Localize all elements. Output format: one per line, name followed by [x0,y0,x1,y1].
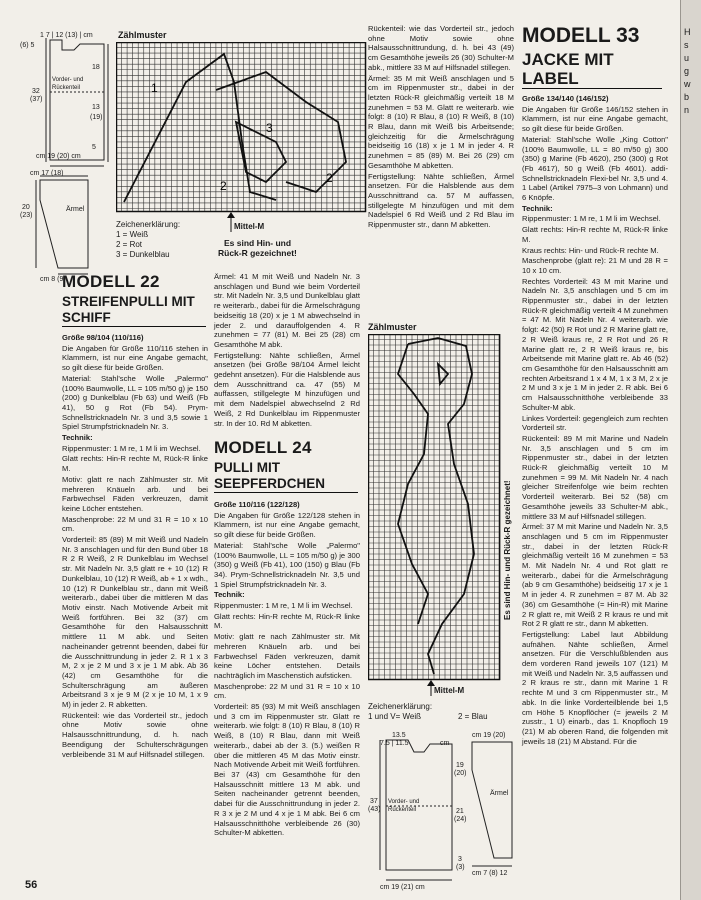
modell33-size: Größe 134/140 (146/152) [522,94,609,103]
schematic-top-label: 13.5 [392,732,406,739]
mittel-label: Mittel-M [234,222,265,231]
next-page-letter: u [684,53,690,63]
paragraph: Ärmel: 35 M mit Weiß anschlagen und 5 cm im Rippenmuster str., dabei in der letzten Rück-R gleichmäßig verteilt 18 M zunehmen = 53 M. Glatt re weiterarb. wie folgt: 8 (10) R Blau, 8 (10) R Weiß, 8 (10) R Blau, dann mit Weiß bis Arbeitsende; gleichzeitig für die Ärmelschrägung beidseitig 16 (18) x je 1 M in jeder 4. R zunehmen = 85 (89) M. Bei 26 (29) cm Gesamthöhe M abketten. [368,73,514,170]
modell22-heading: MODELL 22 [62,272,160,291]
schematic-left-label: (6) 5 [20,42,35,49]
next-page-letter: s [684,40,689,50]
paragraph: Motiv: glatt re nach Zählmuster str. Mit mehreren Knäueln arb. und bei Farbwechsel Fäden verkreuzen, damit keine Löcher entstehen. Details nachträglich im Maschenstich aufsticken. [214,632,360,680]
paragraph: Rückenteil: wie das Vorderteil str., jedoch ohne Motiv sowie ohne Halsausschnittrundung, d. h. bei 43 (49) cm Gesamthöhe jeweils 26 (30) Schulter-M abk., mittlere 33 M auf Hilfsnadel stillegen. [368,24,514,72]
paragraph: Die Angaben für Größe 110/116 stehen in Klammern, ist nur eine Angabe gemacht, so gilt diese für beide Größen. [62,343,208,373]
chart-grid [116,42,368,214]
legend-item: 3 = Dunkelblau [116,250,170,259]
paragraph: Rippenmuster: 1 M re, 1 M li im Wechsel. [522,214,661,224]
legend-item: 2 = Blau [458,712,488,721]
legend-item: 1 = Weiß [116,230,149,239]
schematic-left-label: 37 [370,798,378,805]
next-page-letter: b [684,92,690,102]
legend-title: Zeichenerklärung: [368,702,433,711]
sleeve-mid-label: Ärmel [490,790,509,797]
schematic-mid-label: Vorder- und Rückenteil [388,799,420,813]
paragraph: Ärmel: 37 M mit Marine und Nadeln Nr. 3,5 anschlagen und 5 cm im Rippenmuster str., dabei in der letzten Rück-R gleichmäßig verteilt 16 M zunehmen = 53 M. Mit Nadeln Nr. 4 und Rot glatt re weiterarb., dabei für die Ärmelschrägung (ab 9 cm Gesamthöhe) beidseitig 17 x je 1 M in jeder 4. R zunehmen = 87 M. Ab 32 (36) cm Gesamthöhe (= Hin-R) mit Marine 2 R glatt re, mit Weiß 2 R kraus re und mit Rot 2 R glatt re str., dann M abketten. [522,522,668,629]
modell22-text-col2 [214,272,360,429]
mittel-label: Mittel-M [434,686,465,695]
paragraph: Die Angaben für Größe 146/152 stehen in Klammern, ist nur eine Angabe gemacht, so gilt diese für beide Größen. [522,104,668,134]
paragraph: Fertigstellung: Nähte schließen, Ärmel ansetzen (bei Größe 98/104 Ärmel leicht gedehnt ansetzen). Für die Halsblende aus dem Ausschnittrand ca. 47 (55) M auffassen, stillgelegte M hinzufügen und mit dem Nadelspiel abwechselnd 2 Rd Weiß, 2 Rd Dunkelblau im Rippenmuster str. In der 10. Rd M abketten. [214,350,360,428]
paragraph: Material: Stahl'sche Wolle „Palermo" (100% Baumwolle, LL = 105 m/50 g) je 150 (200) g Dunkelblau (Fb 63) und Weiß (Fb 41), 50 g Rot (Fb 54). Prym-Schnellstricknadeln Nr. 3 und 3,5 sowie 1 Spiel Strumpfstricknadeln Nr. 3. [62,373,208,432]
paragraph: Rückenteil: wie das Vorderteil str., jedoch ohne Motiv sowie ohne Halsausschnittrundung, d. h. nach Beendigung der Schulterschrägungen verbleibende 31 M auf Hilfsnadel stillegen. [62,710,208,759]
schematic-right-label: (19) [90,114,103,121]
modell24-text-col2 [214,500,360,839]
paragraph: Technik: [62,433,93,443]
sleeve-top-label: cm 17 (18) [30,170,64,177]
schematic-top-label: 1 7 | 12 (13) | cm [40,32,93,39]
paragraph: Material: Stahl'sche Wolle „Palermo" (100% Baumwolle, LL = 105 m/50 g) je 300 (350) g Weiß (Fb 41), 100 (150) g Blau (Fb 34). Prym-Schnellstricknadeln Nr. 3,5 und 1 Spiel Strumpfstricknadeln Nr. 3. [214,540,360,589]
paragraph: Maschenprobe: 22 M und 31 R = 10 x 10 cm. [214,681,360,701]
chart-label: 1 [151,81,158,95]
schematic-right-label: (20) [454,770,467,777]
next-page-letter: H [684,27,691,37]
modell24-heading: MODELL 24 [214,438,312,457]
paragraph: Die Angaben für Größe 122/128 stehen in Klammern, ist nur eine Angabe gemacht, so gilt diese für beide Größen. [214,510,360,540]
paragraph: Maschenprobe (glatt re): 21 M und 28 R = 10 x 10 cm. [522,256,668,275]
paragraph: Technik: [522,203,553,213]
legend-item: 1 und V= Weiß [368,712,421,721]
paragraph: Linkes Vorderteil: gegengleich zum rechten Vorderteil str. [522,413,668,433]
paragraph: Motiv: glatt re nach Zählmuster str. Mit mehreren Knäueln arb. und bei Farbwechsel Fäden verkreuzen, damit keine Löcher entstehen. [62,474,208,513]
chart-title: Zählmuster [118,30,167,40]
chart-label: 3 [266,121,273,135]
paragraph: Glatt rechts: Hin-R rechte M, Rück-R linke M. [62,454,208,474]
legend-title: Zeichenerklärung: [116,220,181,229]
modell24-size: Größe 110/116 (122/128) [214,500,300,509]
modell22-size: Größe 98/104 (110/116) [62,333,144,342]
modell24-text-col3 [368,24,514,231]
legend-item: 2 = Rot [116,240,143,249]
page-number: 56 [25,879,38,891]
next-page-letter: w [684,79,691,89]
sleeve-bottom-label: cm 7 (8) 12 [472,870,508,877]
schematic-right-label: 5 [92,144,96,151]
sleeve-bottom-label: cm 8 (9) [40,276,66,283]
paragraph: Rippenmuster: 1 M re, 1 M li im Wechsel. [214,601,353,611]
schematic-right-label: 18 [92,64,100,71]
paragraph: Vorderteil: 85 (93) M mit Weiß anschlagen und 3 cm im Rippenmuster str. Glatt re weiterarb. wie folgt: 8 (10) R Blau, 8 (10) R Weiß, 8 (10) R Blau, dann mit Weiß weiterarb., dabei ab der 3. (5.) weißen R über die mittleren 45 M das Motiv einstr. Nach Motivende Arbeit mit Weiß fortführen. Bei 37 (43) cm Gesamthöhe für den Halsausschnitt mittlere 13 M abk. und Seiten nacheinander getrennt beenden, dabei für die Ausschnittrundung in jeder 2. R 3 x je 2 M und 4 x je 1 M abk. Bei 6 cm Halsausschnitthöhe verbleibende 26 (30) Schulter-M abketten. [214,702,360,838]
paragraph: Technik: [214,590,245,600]
chart-label: 2 [326,171,333,185]
hint-text: Rück-R gezeichnet! [218,248,297,258]
paragraph: Fertigstellung: Nähte schließen, Ärmel ansetzen. Für die Halsblende aus dem Ausschnittrand ca. 57 M auffassen, stillgelegte M hinzufügen und mit dem Nadelspiel 6 Rd Weiß und 2 Rd Blau im Rippenmuster str., dann M abketten. [368,171,514,230]
paragraph: Rückenteil: 89 M mit Marine und Nadeln Nr. 3,5 anschlagen und 5 cm im Rippenmuster str., dabei in der letzten Rück-R gleichmäßig verteilt 10 M zunehmen = 99 M. Mit Nadeln Nr. 4 nach gleicher Streifenfolge wie beim rechten Vorderteil weiterarb. Bei 52 (58) cm Gesamthöhe jeweils 33 Schulter-M abk., mittlere 33 M auf Hilfsnadel stillegen. [522,433,668,521]
paragraph: Kraus rechts: Hin- und Rück-R rechte M. [522,245,659,255]
modell33-text-col4 [522,94,668,747]
sleeve-left-label: (23) [20,212,33,219]
next-page-edge [680,0,701,900]
next-page-letter: g [684,66,690,76]
paragraph: Glatt rechts: Hin-R rechte M, Rück-R linke M. [522,225,668,244]
chart-grid [368,334,502,682]
modell33-subtitle: JACKE MIT LABEL [522,50,662,89]
paragraph: Glatt rechts: Hin-R rechte M, Rück-R linke M. [214,611,360,631]
schematic-right-label: 19 [456,762,464,769]
paragraph: Rechtes Vorderteil: 43 M mit Marine und Nadeln Nr. 3,5 anschlagen und 5 cm im Rippenmuster str., dabei in der letzten Rück-R gleichmäßig verteilt 4 M zunehmen = 47 M. Mit Nadeln Nr. 4 weiterarb. wie folgt: 42 (50) R Rot und 2 R Marine glatt re, 2 R Weiß kraus re, 2 R Rot und 26 R Marine glatt re, 2 R Weiß kraus re, bis Arbeitsende mit Marine glatt re. Ab 46 (52) cm Gesamthöhe für den Halsausschnitt am rechten Arbeitsrand 1 x 4 M, 1 x 3 M, 2 x je 2 M und 3 x je 1 M in jeder 2. R abk. Bei 6 cm Halsausschnitthöhe verbleibende 33 Schulter-M abk. [522,276,668,412]
paragraph: Rippenmuster: 1 M re, 1 M li im Wechsel. [62,443,201,453]
side-hint-text: Es sind Hin- und Rück-R gezeichnet! [503,480,512,620]
schematic-left-label: (37) [30,96,43,103]
sleeve-top-label: cm 19 (20) [472,732,506,739]
schematic-bottom-label: cm 19 (21) cm [380,884,425,891]
modell33-heading: MODELL 33 [522,24,640,47]
paragraph: Ärmel: 41 M mit Weiß und Nadeln Nr. 3 anschlagen und Bund wie beim Vorderteil str. Mit Nadeln Nr. 3,5 und Dunkelblau glatt re weiterarb., dabei für die Ärmelschrägung beidseitig 18 (20) x je 1 M abwechselnd in jeder 2. und darauffolgenden 4. R zunehmen = 77 (81) M. Bei 25 (28) cm Gesamthöhe M abk. [214,272,360,349]
paragraph: Vorderteil: 85 (89) M mit Weiß und Nadeln Nr. 3 anschlagen und für den Bund über 18 R 2 R Weiß, 2 R Dunkelblau im Wechsel str. Mit Nadeln Nr. 3,5 glatt re + 10 (12) R Dunkelblau, 10 (12) R Weiß, ab + 1 x wdh., 10 (12) R Dunkelblau str., dann mit Weiß weiterarb., dabei über die mittleren M das Motiv einstr. Nach Motivende Arbeit mit Weiß fortführen. Bei 32 (37) cm Gesamthöhe für den Halsausschnitt mittlere 11 M abk. und Seiten nacheinander getrennt beenden, dabei für die Ausschnittrundung in jeder 2. R 1 x 3 M, 2 x je 2 M und 3 x je 1 M abk. Ab 36 (42) cm Gesamthöhe für die Schulterschrägung am äußeren Arbeitsrand 3 x je 9 M (2 x je 10 M, 1 x 9 M) in jeder 2. R abketten. [62,535,208,710]
schematic-right-label: (24) [454,816,467,823]
schematic-right-label: 3 [458,856,462,863]
schematic-right-label: 21 [456,808,464,815]
schematic-left-label: 32 [32,88,40,95]
hint-text: Es sind Hin- und [224,238,292,248]
sleeve-left-label: 20 [22,204,30,211]
schematic-right-label: 13 [92,104,100,111]
schematic-top-label: 7.5 | 11.5 [380,740,409,747]
paragraph: Material: Stahl'sche Wolle „King Cotton" (100% Baumwolle, LL = 80 m/50 g) 300 (350) g Marine (Fb 4620), 250 (300) g Rot (Fb 4617), 50 g Weiß (Fb 4601). addi-Schnellstricknadeln Flexi-bel Nr. 3,5 und 4. 1 Label (Artikel 7975–3 von Lohmann) und 6 Knöpfe. [522,134,668,203]
schematic-left-label: (43) [368,806,381,813]
chart-title: Zählmuster [368,322,417,332]
schematic-right-label: (3) [456,864,465,871]
sleeve-mid-label: Ärmel [66,206,85,213]
schematic-bottom-label: cm 19 (20) cm [36,153,81,160]
modell24-subtitle: PULLI MIT SEEPFERDCHEN [214,460,358,493]
chart-label: 2 [220,179,227,193]
schematic-mid-label: Vorder- und Rückenteil [52,77,84,91]
schematic-cm-label: cm [440,740,450,747]
paragraph: Maschenprobe: 22 M und 31 R = 10 x 10 cm. [62,514,208,534]
next-page-letter: n [684,105,690,115]
modell22-text-col1 [62,333,208,760]
paragraph: Fertigstellung: Label laut Abbildung aufnähen. Nähte schließen, Ärmel ansetzen. Für die Verschlußblenden aus dem vorderen Rand jeweils 107 (121) M mit Weiß und Nadeln Nr. 3,5 auffassen und 2 R kraus re str., dann mit Marine 1 R rechte M und 3 cm Rippenmuster str., M abk. In die linke Vorderteilblende bei 1,5 cm Höhe 5 Knopflöcher (= jeweils 2 M zusstr., 1 U) einarb., das 1. Knopfloch 19 (21) M ab oberen Rand, die folgenden mit jeweils 18 (21) M Abstand. Für die [522,629,668,746]
modell22-subtitle: STREIFENPULLI MIT SCHIFF [62,294,206,327]
